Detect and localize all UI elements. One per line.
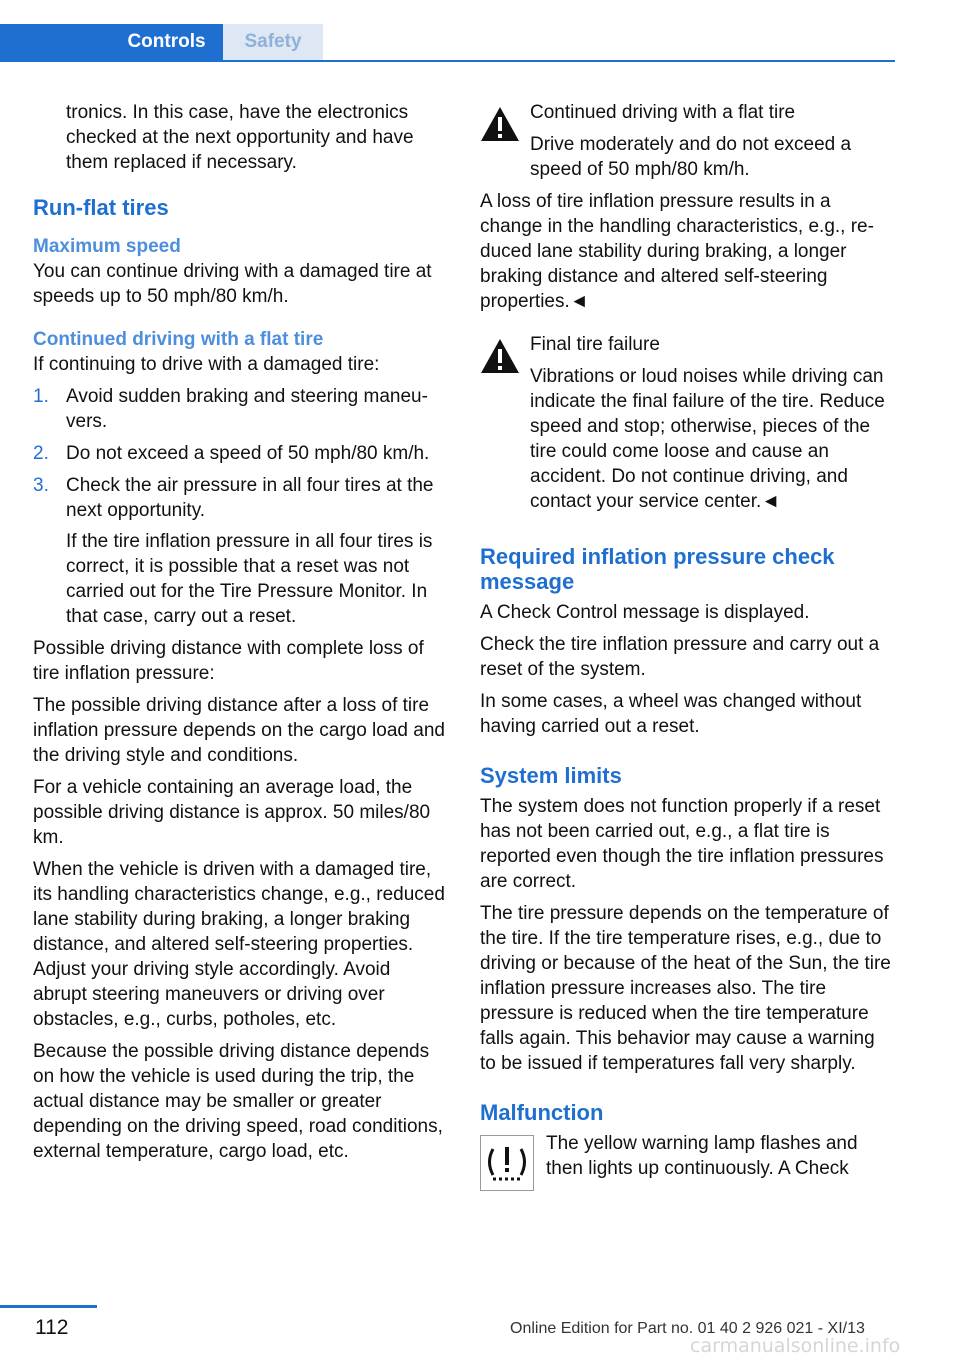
list-item: 1. Avoid sudden braking and steering maneuvers.: [33, 386, 428, 432]
list-item: 3. Check the air pressure in all four tires at the next opportunity.: [33, 475, 434, 521]
tab-controls[interactable]: Controls: [0, 24, 223, 60]
paragraph: The system does not function properly if a reset has not been carried out, e.g., a flat tire is reported even though the tire inflation pressures are correct.: [480, 796, 884, 892]
paragraph: When the vehicle is driven with a damaged tire, its handling characteristics change, e.g., reduced lane stability during braking, a longer braking distance, and altered self-steering properties. Adjust your driving style accordingly. Avoid abrupt steering maneuvers or driving over obstacles, e.g., curbs, potholes, etc.: [33, 859, 445, 1030]
paragraph: Check the tire inflation pressure and carry out a reset of the system.: [480, 634, 880, 680]
page-number: 112: [35, 1316, 69, 1339]
paragraph: A Check Control message is displayed.: [480, 602, 810, 623]
paragraph: In some cases, a wheel was changed without having carried out a reset.: [480, 691, 862, 737]
continued-driving-paragraph: If continuing to drive with a damaged tire:: [33, 354, 380, 375]
warning-title: Final tire failure: [530, 334, 660, 355]
list-item: 2. Do not exceed a speed of 50 mph/80 km/h.: [33, 443, 430, 464]
header-divider: [0, 60, 895, 62]
warning-continued-text: A loss of tire inflation pressure results in a change in the handling characteristics, e.g., reduced lane stability during braking, a longer braking distance and altered self-steering properties.◄: [480, 191, 874, 312]
watermark: carmanualsonline.info: [690, 1335, 901, 1357]
paragraph: The tire pressure depends on the temperature of the tire. If the tire temperature rises, e.g., due to driving or because of the heat of the Sun, the tire inflation pressure increases also. The tire pressure is reduced when the tire temperature falls again. This behavior may cause a warning to be issued if temperatures fall very sharply.: [480, 903, 891, 1074]
edition-text: Online Edition for Part no. 01 40 2 926 021 - XI/13: [510, 1320, 865, 1337]
warning-triangle-icon: [480, 106, 520, 142]
tire-pressure-warning-lamp-icon: [480, 1135, 534, 1191]
list-sub-paragraph: If the tire inflation pressure in all four tires is correct, it is possible that a reset was not carried out for the Tire Pressure Monitor. In that case, carry out a reset.: [66, 531, 433, 627]
warning-title: Continued driving with a flat tire: [530, 102, 796, 123]
heading-continued-driving: Continued driving with a flat tire: [33, 329, 324, 350]
left-column: [33, 100, 449, 1171]
warning-body: Vibrations or loud noises while driving can indicate the final failure of the tire. Reduce speed and stop; otherwise, pieces of the tire could come loose and cause an accident. Do not continue driving, and contact your service center.◄: [530, 366, 885, 512]
paragraph: For a vehicle containing an average load, the possible driving distance is approx. 50 miles/80 km.: [33, 777, 431, 848]
malfunction-block: [480, 1131, 892, 1181]
heading-system-limits: System limits: [480, 763, 622, 788]
warning-box-final-failure: [480, 332, 892, 514]
heading-run-flat-tires: Run-flat tires: [33, 195, 169, 220]
heading-maximum-speed: Maximum speed: [33, 236, 181, 257]
right-column: [480, 100, 892, 1195]
intro-paragraph: tronics. In this case, have the electronics checked at the next opportunity and have them replaced if necessary.: [66, 102, 414, 173]
footer-divider: [0, 1305, 97, 1308]
heading-malfunction: Malfunction: [480, 1100, 604, 1125]
malfunction-paragraph: The yellow warning lamp flashes and then lights up continuously. A Check: [546, 1133, 858, 1179]
warning-body: Drive moderately and do not exceed a speed of 50 mph/80 km/h.: [530, 134, 852, 180]
page-header: [0, 24, 895, 62]
tab-safety[interactable]: Safety: [223, 24, 323, 60]
paragraph: The possible driving distance after a loss of tire inflation pressure depends on the cargo load and the driving style and conditions.: [33, 695, 445, 766]
paragraph: Possible driving distance with complete loss of tire inflation pressure:: [33, 638, 424, 684]
paragraph: Because the possible driving distance depends on how the vehicle is used during the trip, the actual distance may be smaller or greater depending on the driving speed, road conditions, external temperature, cargo load, etc.: [33, 1041, 443, 1162]
warning-box-flat-tire: [480, 100, 892, 182]
heading-required-inflation-check: Required inflation pressure check message: [480, 544, 835, 594]
steps-list: [33, 384, 449, 523]
warning-triangle-icon: [480, 338, 520, 374]
maximum-speed-paragraph: You can continue driving with a damaged tire at speeds up to 50 mph/80 km/h.: [33, 261, 432, 307]
